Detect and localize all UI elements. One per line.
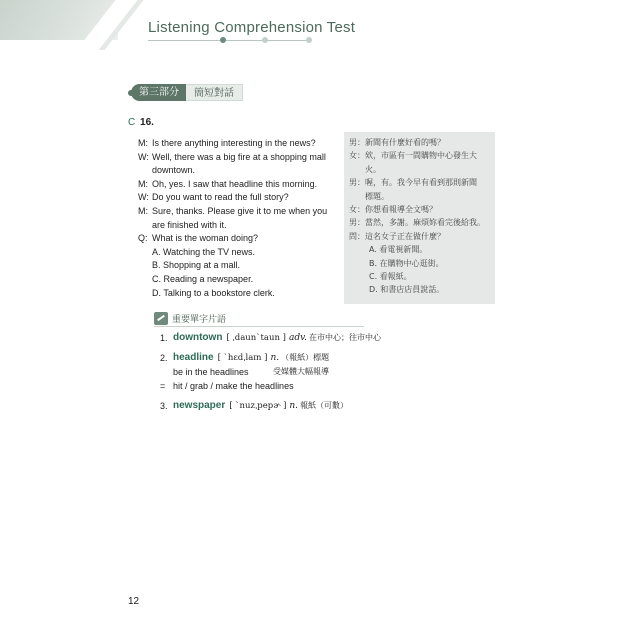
vocab-title: 重要單字片語 [172, 315, 227, 325]
translation-speaker: 男： [349, 138, 365, 147]
vocab-part-of-speech: adv. [288, 333, 307, 343]
vocab-number: 3. [160, 401, 168, 411]
vocab-list [160, 331, 460, 413]
vocab-word: newspaper [173, 400, 226, 411]
dialogue-text: Is there anything interesting in the news? [152, 138, 316, 148]
vocab-pronunciation: [ ˋnuzˌpepɚ ] [229, 401, 287, 411]
translation-line [349, 230, 490, 243]
phrase-chinese: 受媒體大幅報導 [273, 367, 329, 376]
pencil-icon [154, 312, 168, 325]
header-dot [262, 37, 268, 43]
vocab-pronunciation: [ ˋhɛdˌlaɪn ] [217, 353, 268, 363]
translation-text: 欸，市區有一間購物中心發生大 [365, 151, 477, 161]
translation-line [349, 190, 490, 203]
translation-speaker: 男： [349, 218, 365, 228]
page-number: 12 [128, 596, 140, 607]
vocab-part-of-speech: n. [270, 353, 280, 363]
answer-letter: C [128, 117, 136, 128]
section-name-label: 簡短對話 [186, 84, 243, 101]
dialogue-line [138, 232, 343, 246]
answer-option: C. Reading a newspaper. [152, 273, 254, 284]
section-part-label: 第三部分 [131, 84, 186, 101]
translation-speaker: 女： [349, 205, 365, 215]
dialogue-line [138, 137, 343, 151]
vocab-equivalent [160, 379, 460, 393]
question-num: 16. [140, 117, 154, 128]
translation-text: 當然，多謝。麻煩妳看完後給我。 [365, 218, 485, 228]
page-header-title: Listening Comprehension Test [148, 19, 356, 36]
dialogue-line [138, 164, 343, 178]
translation-option: B. 在購物中心逛街。 [369, 258, 444, 268]
translation-line [349, 176, 490, 189]
equals-symbol: = [160, 381, 166, 391]
section-tab [128, 84, 243, 101]
answer-option: A. Watching the TV news. [152, 246, 256, 257]
dialogue-text: What is the woman doing? [152, 233, 259, 244]
translation-text: 新聞有什麼好看的嗎？ [365, 138, 445, 147]
translation-line [349, 216, 490, 229]
dialogue-line [138, 178, 343, 192]
answer-option: D. Talking to a bookstore clerk. [152, 287, 275, 298]
translation-text: 喔，有。我今早有看到那則新聞 [365, 178, 477, 188]
speaker: W: [138, 151, 149, 162]
translation-panel [344, 132, 495, 304]
vocab-part-of-speech: n. [289, 401, 299, 411]
speaker [138, 164, 152, 178]
vocab-entry [160, 331, 460, 345]
dialogue-line [138, 191, 343, 205]
phrase-english: be in the headlines [173, 367, 249, 377]
translation-text: 標題。 [365, 191, 389, 201]
header-dot [220, 37, 226, 43]
question-number [128, 117, 154, 128]
vocab-number: 1. [160, 333, 168, 343]
vocab-meaning: 報紙（可數） [300, 401, 349, 410]
section-tab-dot [128, 90, 134, 96]
dialogue-text: are finished with it. [152, 219, 227, 230]
dialogue-text: downtown. [152, 165, 196, 176]
translation-speaker [349, 190, 365, 203]
translation-speaker [349, 163, 365, 176]
vocab-number: 2. [160, 353, 168, 363]
header-rule [148, 40, 310, 41]
speaker [138, 219, 152, 233]
speaker: M: [138, 178, 148, 189]
vocab-phrase [160, 365, 460, 379]
vocab-meaning: 在市中心；往市中心 [308, 333, 381, 342]
dialogue-text: Do you want to read the full story? [152, 192, 289, 203]
dialogue-text: Well, there was a big fire at a shopping mall [152, 151, 326, 162]
answer-option: B. Shopping at a mall. [152, 260, 241, 271]
vocab-pronunciation: [ ˌdaunˋtaun ] [226, 333, 286, 343]
translation-line [349, 136, 490, 149]
translation-option: D. 和書店店員說話。 [369, 285, 445, 295]
translation-line [349, 203, 490, 216]
translation-line [349, 163, 490, 176]
speaker: Q: [138, 233, 148, 244]
translation-text: 這名女子正在做什麼？ [365, 231, 445, 241]
dialogue-line [138, 151, 343, 165]
equivalent-text: hit / grab / make the headlines [173, 381, 294, 391]
translation-speaker: 女： [349, 151, 365, 161]
vocab-word: downtown [173, 332, 223, 343]
vocab-divider [154, 326, 364, 327]
dialogue-line [138, 219, 343, 233]
translation-speaker: 問： [349, 231, 365, 241]
translation-option: A. 看電視新聞。 [369, 245, 428, 255]
vocab-entry [160, 351, 460, 365]
dialogue-text: Oh, yes. I saw that headline this morning. [152, 178, 318, 189]
speaker: W: [138, 192, 149, 203]
vocab-meaning: （報紙）標題 [281, 353, 330, 362]
translation-option: C. 看報紙。 [369, 272, 412, 282]
vocab-header [154, 311, 226, 326]
dialogue-block [138, 137, 343, 300]
dialogue-line [138, 205, 343, 219]
vocab-word: headline [173, 352, 214, 363]
dialogue-text: Sure, thanks. Please give it to me when you [152, 205, 328, 216]
translation-text: 你想看報導全文嗎？ [365, 205, 437, 215]
speaker: M: [138, 138, 148, 148]
translation-speaker: 男： [349, 178, 365, 188]
vocab-entry [160, 399, 460, 413]
speaker: M: [138, 205, 148, 216]
header-dot [306, 37, 312, 43]
translation-text: 火。 [365, 164, 381, 174]
translation-line [349, 149, 490, 162]
